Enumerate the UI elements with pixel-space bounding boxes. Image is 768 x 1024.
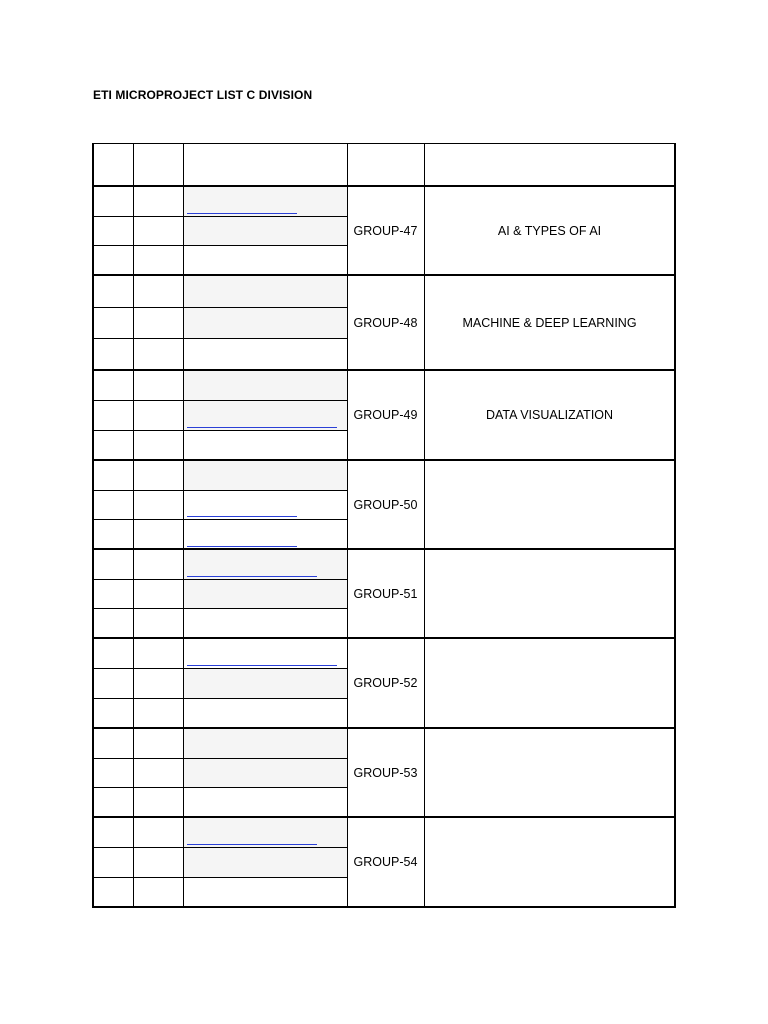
member-sno-cell	[93, 758, 133, 788]
member-sno-cell	[93, 817, 133, 847]
member-roll-cell	[133, 490, 183, 520]
member-sno-cell	[93, 490, 133, 520]
group-rule	[93, 459, 675, 461]
member-name-cell	[184, 759, 347, 788]
member-roll-cell	[133, 608, 183, 638]
column-rule	[183, 143, 184, 908]
topic-label: MACHINE & DEEP LEARNING	[462, 315, 637, 330]
row-rule	[93, 608, 347, 609]
group-rule	[93, 548, 675, 550]
group-rule	[93, 637, 675, 639]
member-sno-cell	[93, 245, 133, 275]
topic-label	[424, 817, 675, 907]
member-roll-cell	[133, 549, 183, 579]
member-name-cell	[184, 371, 347, 400]
member-link[interactable]	[187, 516, 297, 517]
member-sno-cell	[93, 307, 133, 339]
member-sno-cell	[93, 400, 133, 430]
member-sno-cell	[93, 216, 133, 246]
member-link[interactable]	[187, 427, 337, 428]
topic-label	[424, 460, 675, 549]
member-link[interactable]	[187, 665, 337, 666]
member-name-cell	[184, 461, 347, 490]
member-sno-cell	[93, 275, 133, 307]
member-sno-cell	[93, 608, 133, 638]
row-rule	[93, 245, 347, 246]
member-sno-cell	[93, 549, 133, 579]
member-link[interactable]	[187, 213, 297, 214]
group-label: GROUP-47	[353, 223, 418, 238]
header-cell-group	[347, 143, 424, 186]
member-sno-cell	[93, 579, 133, 609]
member-roll-cell	[133, 400, 183, 430]
header-rule	[93, 143, 675, 144]
member-sno-cell	[93, 460, 133, 490]
member-name-cell	[184, 276, 347, 307]
row-rule	[93, 400, 347, 401]
row-rule	[93, 668, 347, 669]
member-sno-cell	[93, 847, 133, 877]
header-cell-topic	[424, 143, 675, 186]
member-name-cell	[184, 699, 347, 728]
member-name-cell	[184, 580, 347, 609]
member-name-cell	[184, 246, 347, 275]
member-link[interactable]	[187, 844, 317, 845]
row-rule	[93, 338, 347, 339]
member-name-cell	[184, 431, 347, 460]
member-roll-cell	[133, 307, 183, 339]
member-sno-cell	[93, 877, 133, 907]
member-roll-cell	[133, 245, 183, 275]
member-sno-cell	[93, 668, 133, 698]
member-link[interactable]	[187, 546, 297, 547]
member-name-cell[interactable]	[184, 401, 347, 430]
row-rule	[93, 758, 347, 759]
member-name-cell	[184, 669, 347, 698]
member-roll-cell	[133, 817, 183, 847]
row-rule	[93, 307, 347, 308]
member-sno-cell	[93, 698, 133, 728]
member-roll-cell	[133, 668, 183, 698]
member-roll-cell	[133, 338, 183, 370]
group-label: GROUP-50	[353, 497, 418, 512]
member-sno-cell	[93, 638, 133, 668]
member-name-cell[interactable]	[184, 520, 347, 549]
member-roll-cell	[133, 275, 183, 307]
member-sno-cell	[93, 430, 133, 460]
member-name-cell[interactable]	[184, 818, 347, 847]
member-name-cell	[184, 339, 347, 370]
member-name-cell[interactable]	[184, 550, 347, 579]
group-label: GROUP-48	[353, 315, 418, 330]
topic-label	[424, 728, 675, 817]
member-sno-cell	[93, 787, 133, 817]
member-roll-cell	[133, 877, 183, 907]
member-name-cell[interactable]	[184, 187, 347, 216]
group-rule	[93, 727, 675, 729]
member-name-cell	[184, 729, 347, 758]
group-label: GROUP-52	[353, 676, 418, 690]
member-sno-cell	[93, 370, 133, 400]
column-rule	[674, 143, 676, 908]
topic-label	[424, 549, 675, 638]
member-sno-cell	[93, 728, 133, 758]
member-roll-cell	[133, 728, 183, 758]
row-rule	[93, 216, 347, 217]
row-rule	[93, 430, 347, 431]
column-rule	[133, 143, 134, 908]
member-name-cell	[184, 788, 347, 817]
member-name-cell[interactable]	[184, 491, 347, 520]
row-rule	[93, 698, 347, 699]
row-rule	[93, 579, 347, 580]
member-name-cell	[184, 217, 347, 246]
member-name-cell	[184, 609, 347, 638]
column-rule	[347, 143, 348, 908]
member-roll-cell	[133, 460, 183, 490]
member-roll-cell	[133, 519, 183, 549]
member-sno-cell	[93, 519, 133, 549]
topic-label	[424, 638, 675, 728]
member-sno-cell	[93, 186, 133, 216]
row-rule	[93, 519, 347, 520]
member-name-cell[interactable]	[184, 639, 347, 668]
member-roll-cell	[133, 638, 183, 668]
topic-label: AI & TYPES OF AI	[497, 223, 602, 238]
member-roll-cell	[133, 430, 183, 460]
group-label: GROUP-54	[353, 855, 418, 869]
group-rule	[93, 274, 675, 276]
group-label: GROUP-49	[353, 408, 418, 422]
row-rule	[93, 787, 347, 788]
group-rule	[93, 185, 675, 187]
group-rule	[93, 369, 675, 371]
member-name-cell	[184, 308, 347, 339]
member-name-cell	[184, 848, 347, 877]
group-label: GROUP-53	[353, 765, 418, 780]
header-cell-name	[183, 143, 347, 186]
member-link[interactable]	[187, 576, 317, 577]
member-roll-cell	[133, 698, 183, 728]
member-roll-cell	[133, 370, 183, 400]
topic-label: DATA VISUALIZATION	[485, 408, 614, 422]
member-roll-cell	[133, 758, 183, 788]
member-roll-cell	[133, 216, 183, 246]
member-roll-cell	[133, 787, 183, 817]
member-roll-cell	[133, 186, 183, 216]
group-rule	[93, 816, 675, 818]
member-sno-cell	[93, 338, 133, 370]
group-label: GROUP-51	[353, 586, 418, 601]
header-cell-sno	[93, 143, 133, 186]
row-rule	[93, 877, 347, 878]
member-roll-cell	[133, 847, 183, 877]
table-bottom-rule	[93, 906, 675, 908]
column-rule	[424, 143, 425, 908]
row-rule	[93, 490, 347, 491]
header-cell-roll	[133, 143, 183, 186]
member-name-cell	[184, 878, 347, 907]
column-rule	[92, 143, 94, 908]
row-rule	[93, 847, 347, 848]
document-title: ETI MICROPROJECT LIST C DIVISION	[93, 88, 313, 102]
member-roll-cell	[133, 579, 183, 609]
